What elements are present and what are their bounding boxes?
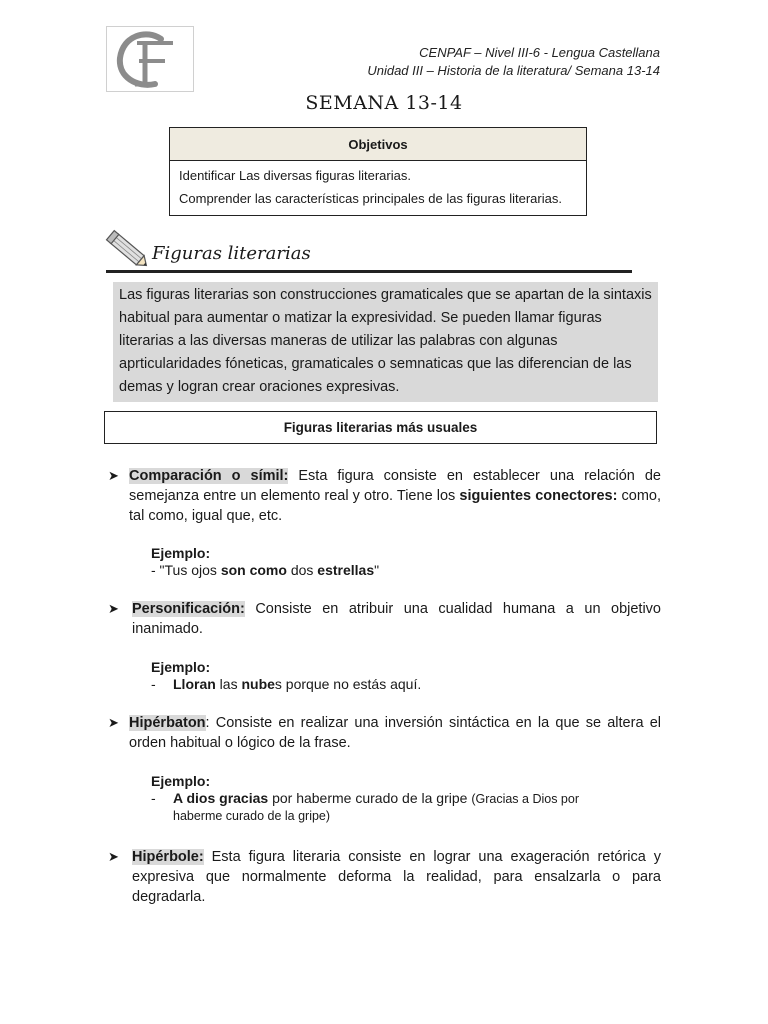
term-hiperbole: Hipérbole: [132,849,204,865]
example-bold: A dios gracias [173,790,269,806]
example-bold: Lloran [173,676,216,692]
figure-text: como, tal como, igual que, etc. [129,488,662,524]
arrow-bullet-icon: ➤ [108,468,119,483]
example-bold: nube [241,676,275,692]
header-unit: Unidad III – Historia de la literatura/ Semana 13-14 [367,63,660,78]
example-text: " [374,562,380,578]
figure-item-comparacion [108,466,661,526]
objectives-body [170,161,586,215]
objectives-heading: Objetivos [170,128,586,161]
intro-paragraph: Las figuras literarias son construcciones gramaticales que se apartan de la sintaxis habitual para aumentar o matizar la expresividad. Se pueden llamar figuras literarias a las diversas maneras de utilizar las palabras con algunas aprticularidades fóneticas, gramaticales o semnaticas que las diferencian de las demas y logran crear oraciones expresivas. [113,282,658,402]
example-note: haberme curado de la gripe) [173,809,331,823]
figure-item-personificacion [108,599,661,639]
document-header [367,44,660,80]
page-title: SEMANA 13-14 [305,92,463,114]
term-hiperbaton: Hipérbaton [129,715,206,731]
example-bold: estrellas [317,562,375,578]
subsection-box-title: Figuras literarias más usuales [104,411,657,444]
example-label: Ejemplo: [151,659,211,675]
section-title: Figuras literarias [152,243,311,264]
example-text: dos [286,562,318,578]
figure-text: Esta figura literaria consiste en lograr una exageración retórica y expresiva que normalmente deforma la realidad, para ensalzarla o para degradarla. [132,849,661,905]
example-dash: - [151,676,156,692]
example-line [151,676,663,693]
example-text: por haberme curado de la gripe [268,790,472,806]
example-personificacion [151,659,663,693]
figure-text: Consiste en atribuir una cualidad humana a un objetivo inanimado. [132,601,661,637]
figure-text-bold: siguientes conectores: [459,488,618,504]
term-personificacion: Personificación: [132,601,245,617]
example-hiperbaton [151,773,663,825]
example-text: s porque no estás aquí. [274,676,422,692]
figure-item-hiperbole [108,847,661,907]
figure-item-hiperbaton [108,713,661,753]
example-line [151,562,663,579]
arrow-bullet-icon: ➤ [108,715,119,730]
objective-item: Comprender las características principales de las figuras literarias. [179,191,562,206]
example-label: Ejemplo: [151,545,211,561]
figure-text: : Consiste en realizar una inversión sintáctica en la que se altera el orden habitual o lógico de la frase. [129,715,661,751]
section-rule [106,270,632,273]
header-course: CENPAF – Nivel III-6 - Lengua Castellana [419,45,660,60]
arrow-bullet-icon: ➤ [108,601,119,616]
example-line [151,790,663,808]
example-text: - "Tus ojos [151,562,221,578]
example-bold: son como [220,562,287,578]
objective-item: Identificar Las diversas figuras literarias. [179,168,411,183]
cf-logo [106,26,194,92]
cf-monogram-logo-icon [107,27,193,91]
figure-text: Esta figura consiste en establecer una relación de semejanza entre un elemento real y otro. Tiene los [129,468,661,504]
example-dash: - [151,790,156,806]
objectives-table [169,127,587,216]
arrow-bullet-icon: ➤ [108,849,119,864]
example-comparacion [151,545,663,579]
example-note: (Gracias a Dios por [471,792,579,806]
term-comparacion: Comparación o símil: [129,468,289,484]
example-text: las [215,676,242,692]
example-label: Ejemplo: [151,773,211,789]
